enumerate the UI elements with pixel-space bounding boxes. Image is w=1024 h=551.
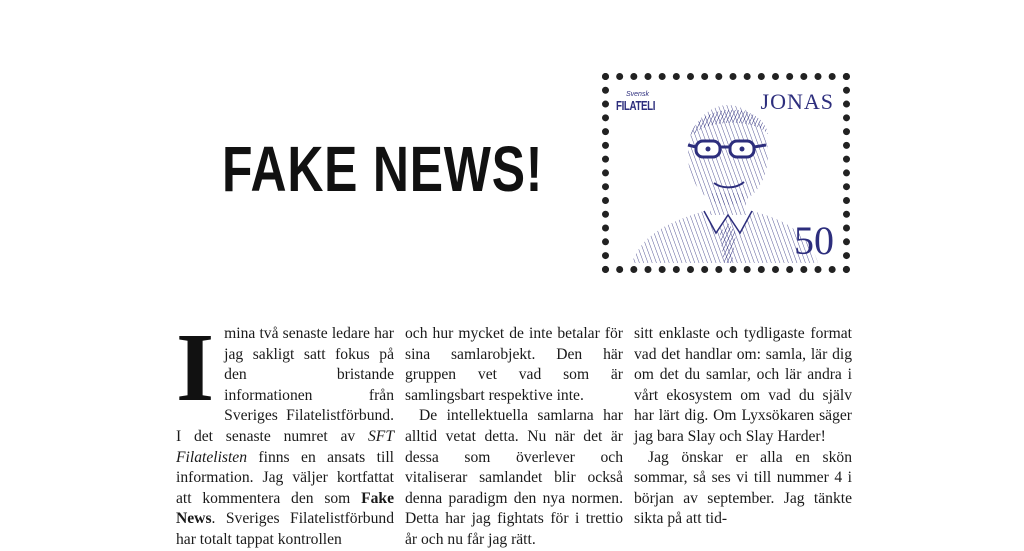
stamp-brand-small: Svensk [626, 91, 649, 98]
text-run: mina två senaste ledare har jag sakligt satt fokus på den bristande informationen från Sveriges Filatelistförbund. I det senaste numret av [176, 325, 394, 445]
article-column-2 [405, 324, 623, 551]
article-column-3 [634, 324, 852, 530]
text-run: finns en ansats till information. Jag väljer kortfattat att kommentera den som [176, 448, 394, 507]
stamp-face [612, 83, 840, 263]
emphasis-fake-news: Fake News [176, 489, 394, 528]
article-column-1 [176, 314, 394, 551]
text-run: . Sveriges Filatelistförbund har totalt tappat kontrollen [176, 510, 394, 548]
drop-cap: I [176, 314, 215, 422]
paragraph: och hur mycket de inte betalar för sina samlarobjekt. Den här gruppen vet vad som är samlingsbart respektive inte. [405, 325, 623, 404]
paragraph: Jag önskar er alla en skön sommar, så ses vi till nummer 4 i början av september. Jag tänkte sikta på att tid- [634, 448, 852, 528]
paragraph: sitt enklaste och tydligaste format vad det handlar om: samla, lär dig om det du samlar, och lär andra i vårt ekosystem om vad du själv har lärt dig. Om Lyxsökaren säger jag bara Slay och Slay Harder! [634, 325, 852, 445]
stamp-name: JONAS [760, 89, 834, 114]
publication-title: SFT Filatelisten [176, 427, 394, 466]
paragraph: De intellektuella samlarna har alltid vetat detta. Nu när det är dessa som överlever och vitaliserar samlandet blir också denna paradigm den nya normen. Detta har jag fightats för i trettio år och nu får jag rätt. [405, 407, 623, 548]
stamp [602, 73, 850, 273]
stamp-value: 50 [794, 218, 834, 263]
headline: FAKE NEWS! [222, 133, 544, 205]
stamp-brand-logo [616, 91, 668, 112]
stamp-brand-big: FILATELI [616, 98, 656, 113]
paragraph [176, 314, 394, 551]
